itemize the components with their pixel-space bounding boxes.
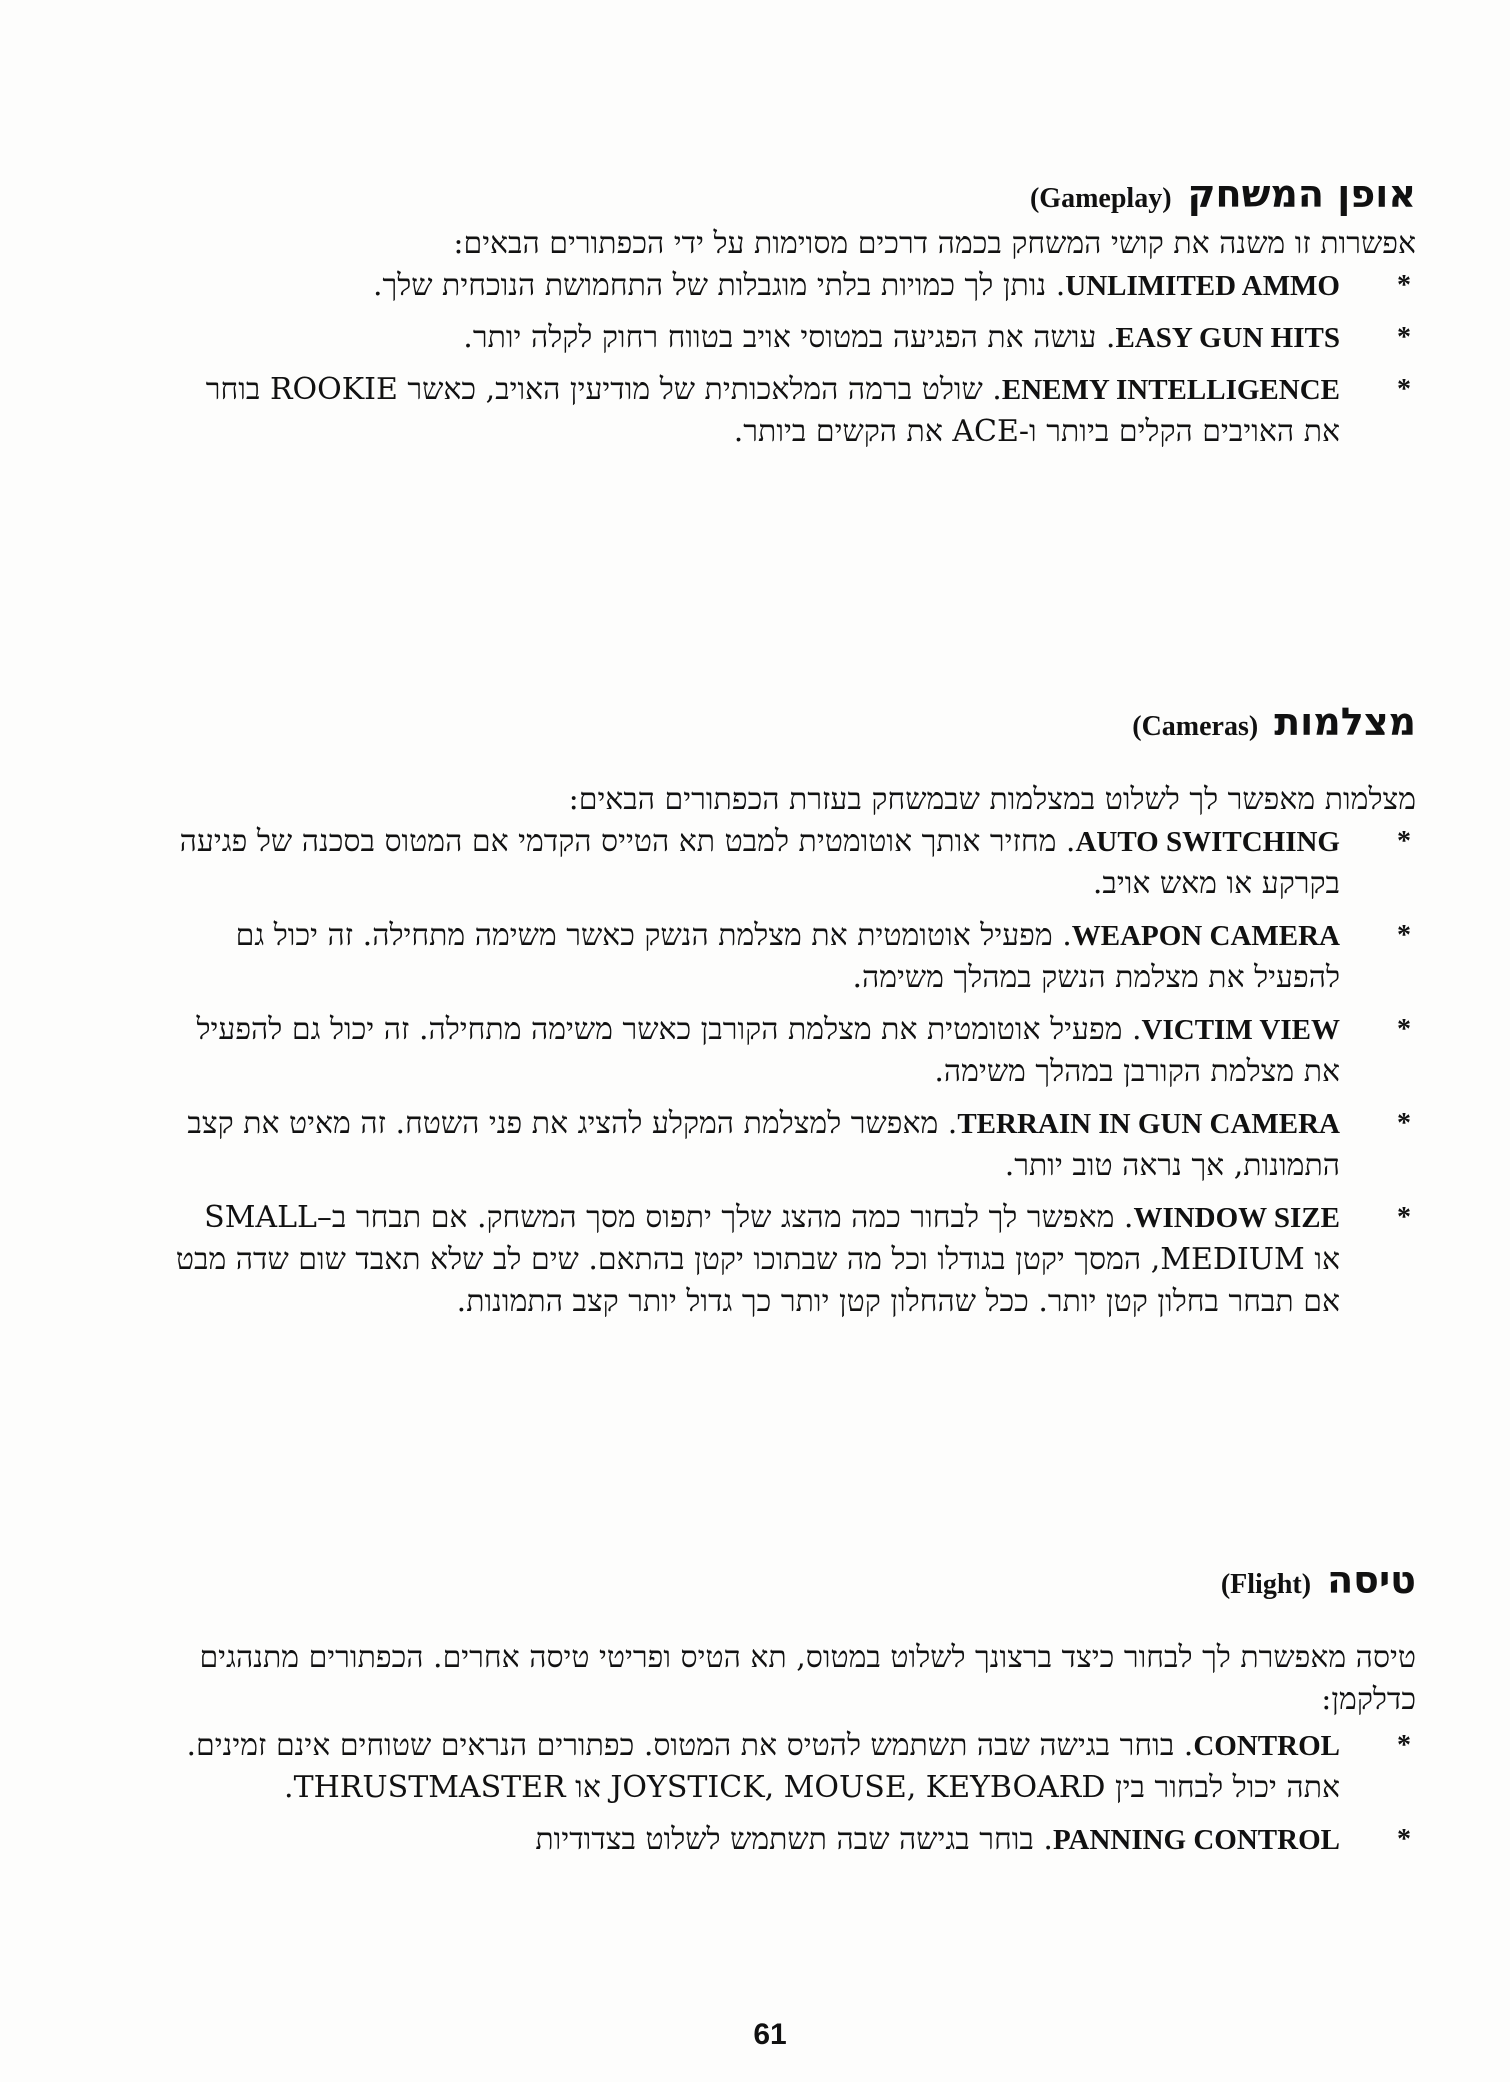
option-item xyxy=(170,1819,1416,1861)
option-item xyxy=(170,1197,1416,1323)
option-keyword: VICTIM VIEW xyxy=(1141,1014,1340,1046)
section-title-english: (Gameplay) xyxy=(1029,183,1172,214)
option-keyword: AUTO SWITCHING xyxy=(1075,826,1340,858)
option-description: . מחזיר אותך אוטומטית למבט תא הטייס הקדמי אם המטוס בסכנה של פגיעה בקרקע או מאש אויב. xyxy=(179,824,1340,901)
section-heading xyxy=(170,698,1416,751)
section-intro: אפשרות זו משנה את קושי המשחק בכמה דרכים מסוימות על ידי הכפתורים הבאים: xyxy=(453,226,1416,261)
option-keyword: WINDOW SIZE xyxy=(1133,1202,1340,1234)
option-item xyxy=(170,369,1416,453)
option-item xyxy=(170,821,1416,905)
section-heading xyxy=(170,170,1416,223)
page-number: 61 xyxy=(753,2018,787,2051)
option-description: . נותן לך כמויות בלתי מוגבלות של התחמושת הנוכחית שלך. xyxy=(372,268,1066,303)
section-title: טיסה xyxy=(1327,1558,1416,1602)
section-title: מצלמות xyxy=(1274,700,1416,744)
option-keyword: TERRAIN IN GUN CAMERA xyxy=(957,1108,1340,1140)
option-item xyxy=(170,317,1416,359)
option-description: . מאפשר לך לבחור כמה מהצג שלך יתפוס מסך המשחק. אם תבחר ב–SMALL או MEDIUM, המסך יקטן בגודלו וכל מה שבתוכו יקטן בהתאם. שים לב שלא תאבד שום שדה מבט אם תבחר בחלון קטן יותר. ככל שהחלון קטן יותר כך גדול יותר קצב התמונות. xyxy=(175,1200,1340,1319)
option-item xyxy=(170,1725,1416,1809)
bullet-star: * xyxy=(1397,270,1411,301)
option-keyword: EASY GUN HITS xyxy=(1115,322,1340,354)
option-item xyxy=(170,265,1416,307)
option-keyword: PANNING CONTROL xyxy=(1052,1824,1340,1856)
option-description: . מאפשר למצלמת המקלע להציג את פני השטח. זה מאיט את קצב התמונות, אך נראה טוב יותר. xyxy=(187,1106,1340,1183)
section-intro: טיסה מאפשרת לך לבחור כיצד ברצונך לשלוט במטוס, תא הטיס ופריטי טיסה אחרים. הכפתורים מתנהגים כדלקמן: xyxy=(199,1640,1416,1717)
option-list xyxy=(170,821,1416,1323)
section-gameplay xyxy=(170,170,1416,463)
option-description: . מפעיל אוטומטית את מצלמת הנשק כאשר משימה מתחילה. זה יכול גם להפעיל את מצלמת הנשק במהלך משימה. xyxy=(235,918,1340,995)
option-keyword: CONTROL xyxy=(1193,1730,1340,1762)
section-title-english: (Cameras) xyxy=(1132,711,1259,742)
bullet-star: * xyxy=(1397,1824,1411,1855)
option-description: . בוחר בגישה שבה תשתמש להטיס את המטוס. כפתורים הנראים שטוחים אינם זמינים. אתה יכול לבחור בין JOYSTICK, MOUSE, KEYBOARD או THRUSTMASTER. xyxy=(186,1728,1340,1805)
option-description: . שולט ברמה המלאכותית של מודיעין האויב, כאשר ROOKIE בוחר את האויבים הקלים ביותר ו-ACE את הקשים ביותר. xyxy=(205,372,1340,449)
option-item xyxy=(170,1009,1416,1093)
section-title: אופן המשחק xyxy=(1187,172,1416,216)
option-description: . עושה את הפגיעה במטוסי אויב בטווח רחוק לקלה יותר. xyxy=(463,320,1116,355)
option-list xyxy=(170,265,1416,453)
section-heading xyxy=(170,1556,1416,1609)
bullet-star: * xyxy=(1397,1108,1411,1139)
bullet-star: * xyxy=(1397,1730,1411,1761)
option-item xyxy=(170,915,1416,999)
option-keyword: UNLIMITED AMMO xyxy=(1065,270,1340,302)
option-keyword: WEAPON CAMERA xyxy=(1071,920,1340,952)
bullet-star: * xyxy=(1397,1014,1411,1045)
section-title-english: (Flight) xyxy=(1220,1569,1312,1600)
option-description: . מפעיל אוטומטית את מצלמת הקורבן כאשר משימה מתחילה. זה יכול גם להפעיל את מצלמת הקורבן במהלך משימה. xyxy=(196,1012,1340,1089)
bullet-star: * xyxy=(1397,1202,1411,1233)
bullet-star: * xyxy=(1397,826,1411,857)
option-list xyxy=(170,1725,1416,1861)
section-intro: מצלמות מאפשר לך לשלוט במצלמות שבמשחק בעזרת הכפתורים הבאים: xyxy=(568,782,1416,817)
option-description: . בוחר בגישה שבה תשתמש לשלוט בצדודיות xyxy=(535,1822,1053,1857)
section-flight xyxy=(170,1556,1416,1871)
bullet-star: * xyxy=(1397,920,1411,951)
option-keyword: ENEMY INTELLIGENCE xyxy=(1001,374,1340,406)
bullet-star: * xyxy=(1397,322,1411,353)
bullet-star: * xyxy=(1397,374,1411,405)
option-item xyxy=(170,1103,1416,1187)
section-cameras xyxy=(170,698,1416,1333)
